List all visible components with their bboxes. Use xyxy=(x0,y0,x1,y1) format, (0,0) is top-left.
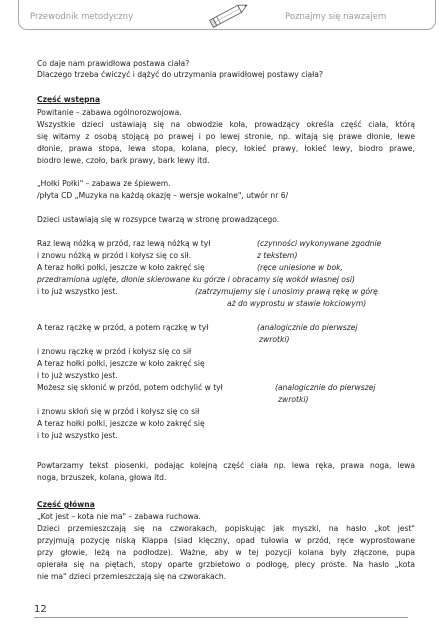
song-note: (zatrzymujemy się i unosimy prawą rękę w górę xyxy=(195,287,378,296)
header-right-title: Poznajmy się nawzajem xyxy=(285,12,387,22)
main-line: „Kot jest – kota nie ma" – zabawa ruchowa. xyxy=(37,512,201,521)
song-line: A teraz hołki połki, jeszcze w koło zakręć się xyxy=(37,359,205,368)
main-para-line: nie ma" dzieci przemieszczają się na czworakach. xyxy=(37,572,227,581)
intro-para-line: dłonie, prawa stopa, lewa stopa, kolana, plecy, łokieć prawy, łokieć lewy, biodro prawe, xyxy=(37,144,415,153)
song-note: zwrotki) xyxy=(278,395,309,404)
song-line: A teraz hołki połki, jeszcze w koło zakręć się xyxy=(37,419,205,428)
cd-reference: /płyta CD „Muzyka na każdą okazję – wersje wokalne", utwór nr 6/ xyxy=(37,191,289,200)
intro-heading: Część wstępna xyxy=(37,95,101,104)
repeat-line: noga, brzuszek, kolana, głowa itd. xyxy=(37,473,167,482)
song-title: „Hołki Połki" – zabawa ze śpiewem. xyxy=(37,179,171,188)
song-note: z tekstem) xyxy=(257,251,298,260)
header-left-title: Przewodnik metodyczny xyxy=(30,12,134,22)
song-line: i znowu skłoń się w przód i kołysz się co sił xyxy=(37,407,200,416)
question-1: Co daje nam prawidłowa postawa ciała? xyxy=(37,59,190,68)
song-line: i to już wszystko jest. xyxy=(37,431,118,440)
repeat-line: Powtarzamy tekst piosenki, podając kolejną część ciała np. lewa ręka, prawa noga, lewa xyxy=(37,461,415,470)
song-line: i to już wszystko jest. xyxy=(37,371,118,380)
page-number: 12 xyxy=(34,604,47,615)
song-line: A teraz rączkę w przód, a potem rączkę w tył xyxy=(37,323,209,332)
question-2: Dlaczego trzeba ćwiczyć i dążyć do utrzymania prawidłowej postawy ciała? xyxy=(37,70,323,79)
arrangement: Dzieci ustawiają się w rozsypce twarzą w stronę prowadzącego. xyxy=(37,215,280,224)
song-note: (analogicznie do pierwszej xyxy=(275,383,376,392)
footer-divider xyxy=(34,617,408,618)
song-note: zwrotki) xyxy=(259,335,290,344)
song-line: A teraz hołki połki, jeszcze w koło zakręć się xyxy=(37,263,205,272)
song-line: Możesz się skłonić w przód, potem odchylić w tył xyxy=(37,383,223,392)
intro-para-line: biodro lewe, czoło, bark prawy, bark lewy itd. xyxy=(37,156,210,165)
pencil-icon xyxy=(207,0,253,28)
song-note: przedramiona ugięte, dłonie skierowane ku górze i obracamy się wokół własnej osi) xyxy=(37,275,355,284)
main-para-line: przy głowie, leżą na podłodze). Ważne, aby w tej pozycji kolana były złączone, pupa xyxy=(37,548,415,557)
main-para-line: opierała się na piętach, stopy oparte grzbietowo o podłogę, plecy proste. Na hasło „kota xyxy=(37,560,415,569)
page-header xyxy=(18,0,436,30)
intro-para-line: się witamy z osobą stojącą po prawej i po lewej stronie, np. witają się prawe dłonie, lewe xyxy=(37,132,415,141)
song-note: (ręce uniesione w bok, xyxy=(257,263,343,272)
song-line: Raz lewą nóżką w przód, raz lewą nóżką w tył xyxy=(37,239,211,248)
song-line: i znowu rączkę w przód i kołysz się co sił xyxy=(37,347,192,356)
main-heading: Część główna xyxy=(37,500,95,509)
main-para-line: Dzieci przemieszczają się na czworakach, popiskując jak myszki, na hasło „kot jest" xyxy=(37,524,415,533)
main-para-line: przyjmują pozycję niską Klappa (siad klęczny, opad tułowia w przód, ręce wyprostowane xyxy=(37,536,415,545)
intro-line: Powitanie – zabawa ogólnorozwojowa. xyxy=(37,108,182,117)
song-note: (analogicznie do pierwszej xyxy=(257,323,358,332)
song-note: (czynności wykonywane zgodnie xyxy=(257,239,382,248)
song-line: i to już wszystko jest. xyxy=(37,287,118,296)
song-note: aż do wyprostu w stawie łokciowym) xyxy=(227,299,367,308)
intro-para-line: Wszystkie dzieci ustawiają się na obwodzie koła, prowadzący określa część ciała, którą xyxy=(37,120,415,129)
song-line: i znowu nóżką w przód i kołysz się co sił. xyxy=(37,251,192,260)
